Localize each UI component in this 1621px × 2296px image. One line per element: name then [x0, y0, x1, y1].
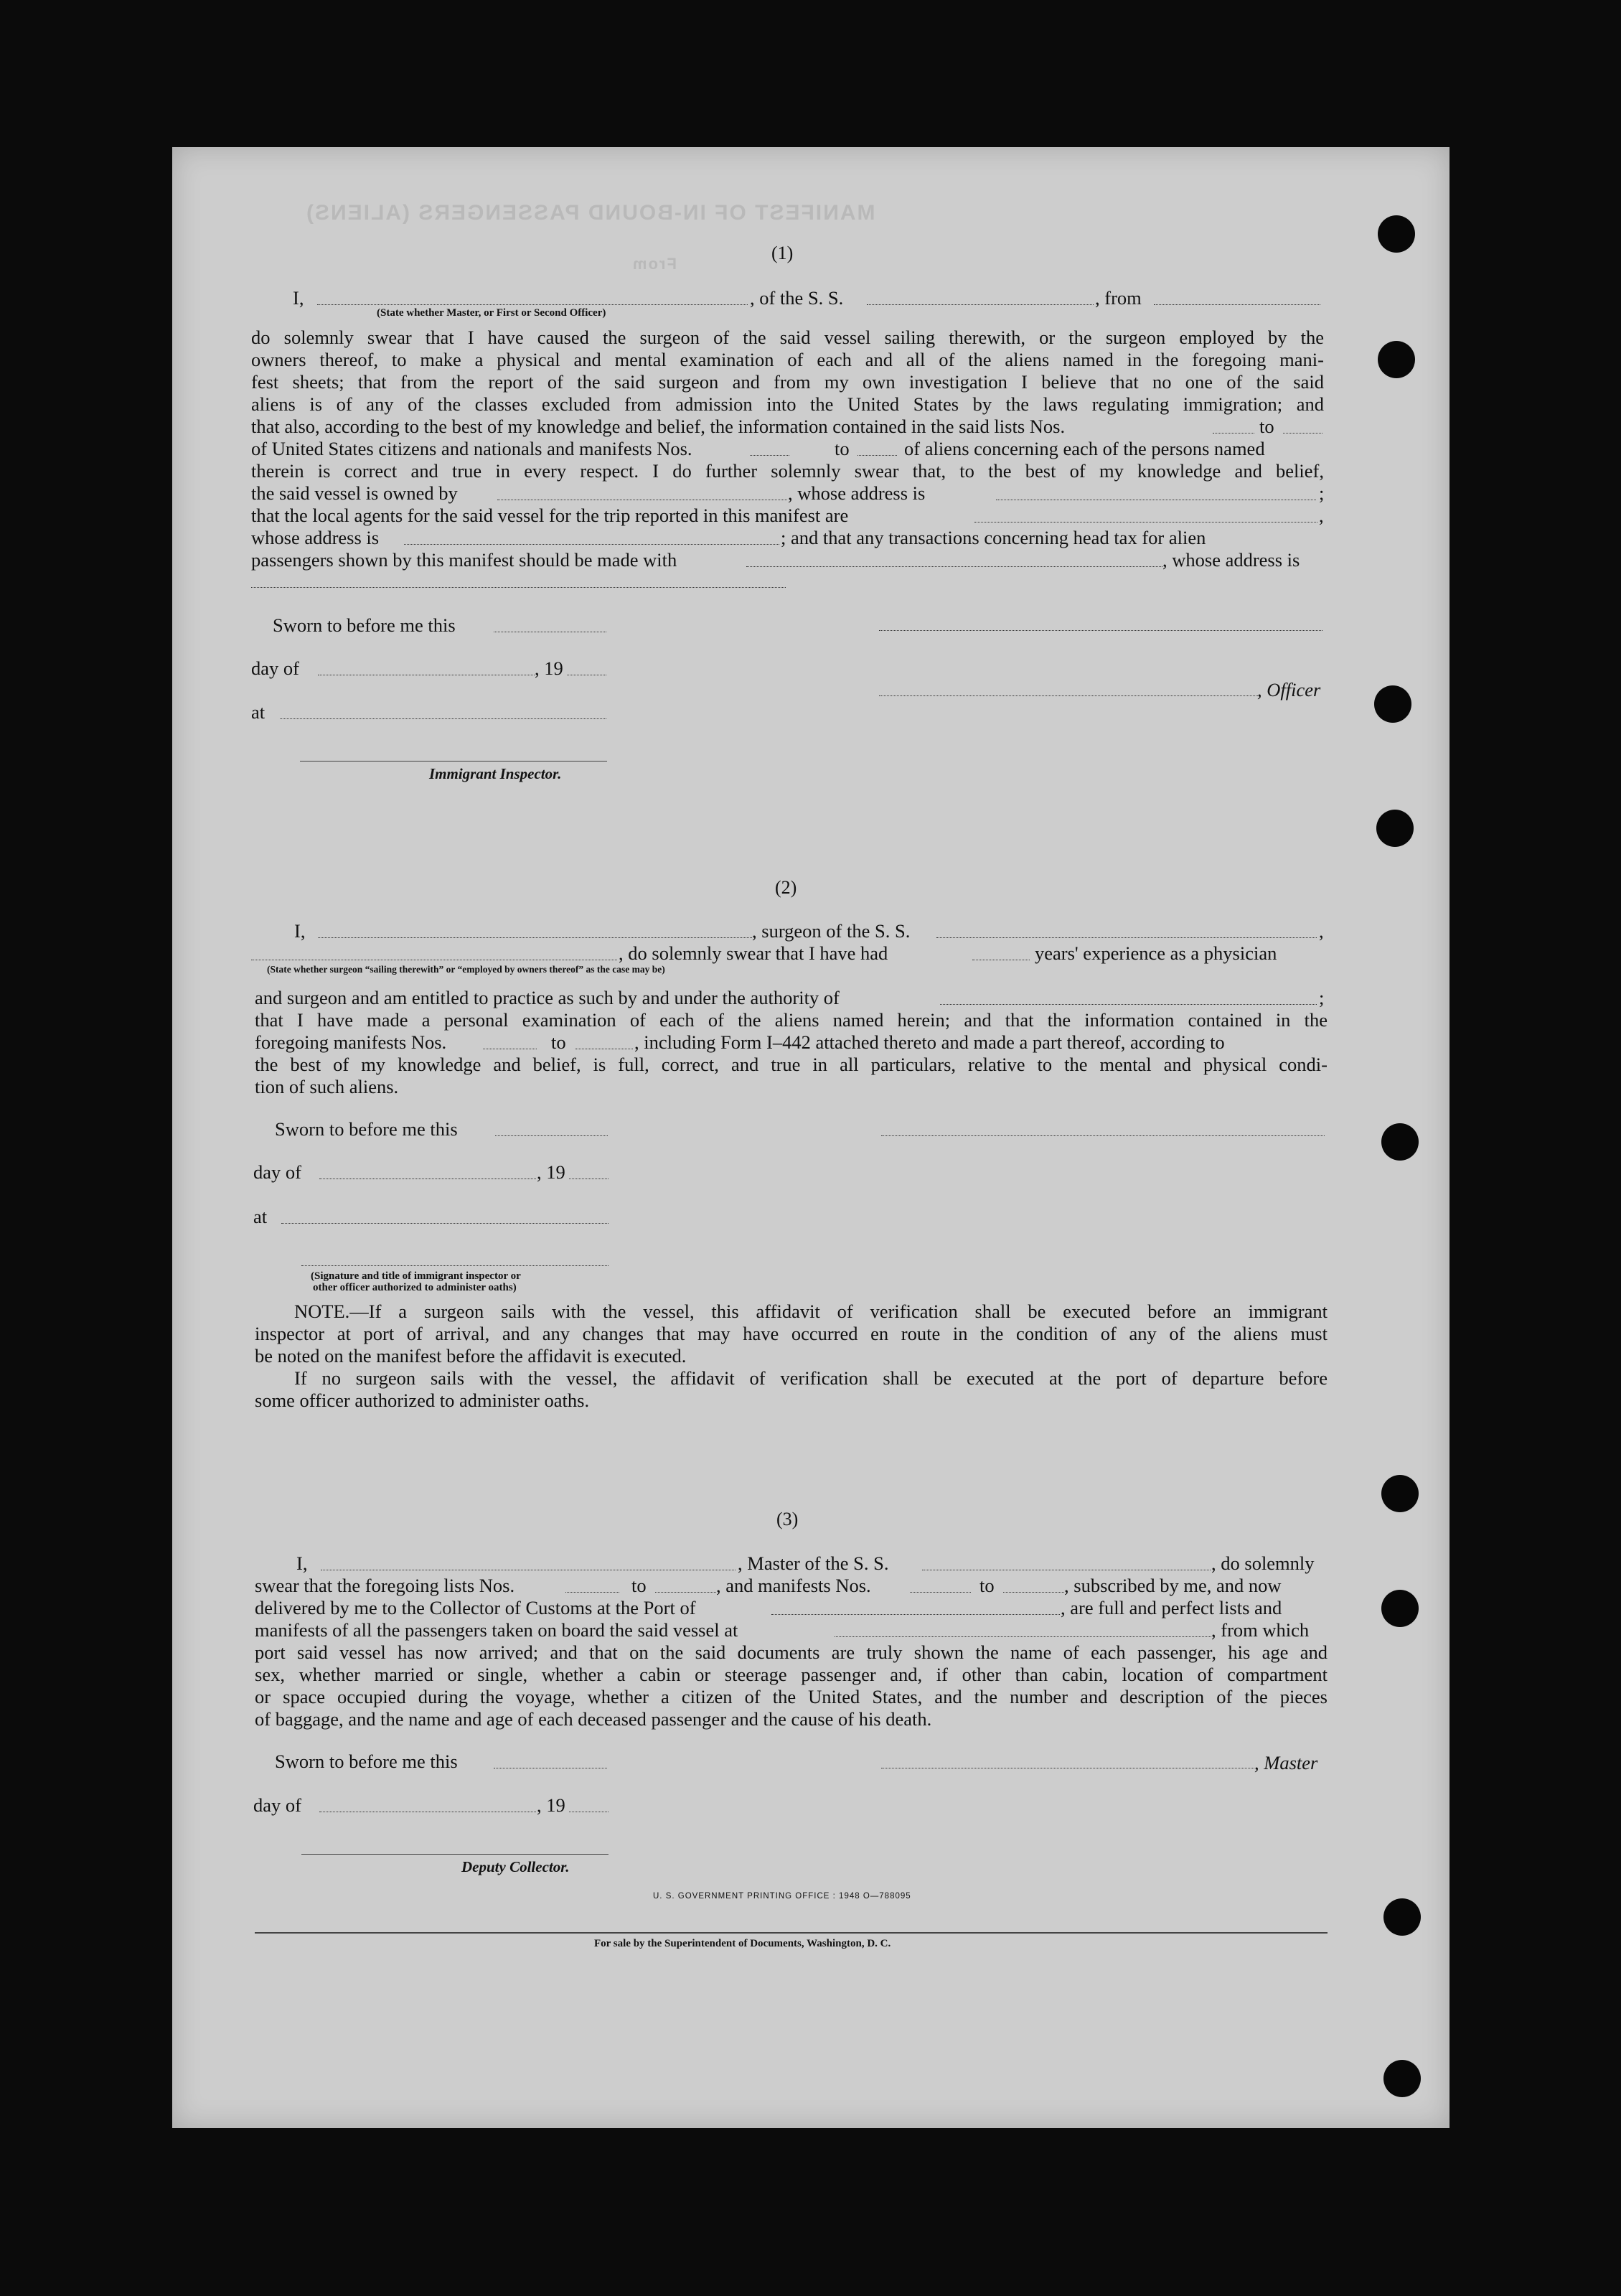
s1-text-line-1: do solemnly swear that I have caused the surgeon of the said vessel sailing therewith, or the surgeon employed by the	[251, 327, 1324, 348]
s1-officer-line	[879, 695, 1259, 696]
s2-authority: and surgeon and am entitled to practice as such by and under the authority of	[255, 987, 840, 1008]
s1-from-line	[1154, 304, 1320, 305]
s3-delivered: delivered by me to the Collector of Customs at the Port of	[255, 1597, 696, 1618]
s1-agents: that the local agents for the said vessel for the trip reported in this manifest are	[251, 505, 849, 526]
s1-passengers: passengers shown by this manifest should be made with	[251, 549, 677, 571]
s3-manifests: , and manifests Nos.	[716, 1575, 871, 1596]
s1-l7-to: to	[835, 438, 850, 459]
s2-comma: ,	[1319, 920, 1324, 942]
s1-signature-line	[879, 630, 1322, 631]
s3-lists: swear that the foregoing lists Nos.	[255, 1575, 515, 1596]
s3-text-line-7: or space occupied during the voyage, whether a citizen of the United States, and the number and description of the pieces	[255, 1686, 1328, 1707]
s1-day-of: day of	[251, 657, 299, 679]
s2-form: , including Form I–442 attached thereto and made a part thereof, according to	[634, 1031, 1225, 1053]
s1-owned-by: the said vessel is owned by	[251, 482, 458, 504]
s2-status-note: (State whether surgeon “sailing therewith” or “employed by owners thereof” as the case may be)	[267, 964, 665, 975]
s2-manifests: foregoing manifests Nos.	[255, 1031, 447, 1053]
binder-hole	[1374, 685, 1411, 723]
s1-final-address-line	[251, 587, 786, 588]
binder-hole	[1378, 215, 1415, 253]
s1-agents-comma: ,	[1319, 505, 1324, 526]
s2-at: at	[253, 1206, 268, 1227]
s1-head-tax-line	[746, 566, 1162, 567]
s1-lists-from-line	[1213, 433, 1254, 434]
sale-notice: For sale by the Superintendent of Documents, Washington, D. C.	[594, 1938, 891, 1949]
s2-day-of: day of	[253, 1161, 301, 1183]
s3-text-line-6: sex, whether married or single, whether a cabin or steerage passenger and, if other than cabin, location of compartment	[255, 1664, 1328, 1685]
s3-lists-from-line	[565, 1592, 619, 1593]
s1-agent-address-line	[404, 544, 779, 545]
s2-signature-line	[881, 1135, 1325, 1136]
s2-note-line-2: inspector at port of arrival, and any changes that may have occurred en route in the condition of any of the aliens must	[255, 1323, 1328, 1344]
s2-note-line-1: NOTE.—If a surgeon sails with the vessel, this affidavit of verification shall be executed before an immigrant	[294, 1301, 1328, 1322]
s1-sworn: Sworn to before me this	[273, 614, 456, 636]
s1-l6-text: that also, according to the best of my knowledge and belief, the information contained in the said lists Nos.	[251, 416, 1066, 437]
s3-master-of: , Master of the S. S.	[738, 1552, 889, 1574]
s3-day-of: day of	[253, 1794, 301, 1816]
binder-hole	[1383, 2060, 1421, 2097]
s3-master-label	[1254, 1752, 1317, 1774]
s1-vessel-line	[867, 304, 1094, 305]
bleed-through-header: MANIFEST OF IN-BOUND PASSENGERS (ALIENS)	[305, 201, 875, 225]
s3-sworn: Sworn to before me this	[275, 1751, 458, 1772]
s1-manifests-to-line	[858, 455, 897, 456]
s2-sworn-line	[495, 1135, 608, 1136]
s2-text-line-6: the best of my knowledge and belief, is full, correct, and true in all particulars, relative to the mental and physical condi-	[255, 1054, 1328, 1075]
s1-text-line-8: therein is correct and true in every respect. I do further solemnly swear that, to the best of my knowledge and belief,	[251, 460, 1324, 482]
gpo-imprint: U. S. GOVERNMENT PRINTING OFFICE : 1948 O—788095	[653, 1892, 911, 1901]
s1-text-line-4: aliens is of any of the classes excluded from admission into the United States by the laws regulating immigration; and	[251, 393, 1324, 415]
section-3-number: (3)	[776, 1509, 799, 1529]
binder-hole	[1376, 810, 1414, 847]
s2-text-line-4: that I have made a personal examination of each of the aliens named herein; and that the information contained in the	[255, 1009, 1328, 1031]
s3-text-line-5: port said vessel has now arrived; and that on the said documents are truly shown the name of each passenger, his age and	[255, 1641, 1328, 1663]
s3-solemnly: , do solemnly	[1211, 1552, 1315, 1574]
s1-agents-line	[974, 522, 1317, 523]
s2-note-line-3: be noted on the manifest before the affidavit is executed.	[255, 1345, 687, 1367]
s1-of-ss: , of the S. S.	[750, 287, 844, 309]
s1-manifests-from-line	[750, 455, 789, 456]
s3-text-line-8: of baggage, and the name and age of each deceased passenger and the cause of his death.	[255, 1708, 932, 1730]
s3-deputy-label: Deputy Collector.	[461, 1858, 570, 1875]
s1-agent-address: whose address is	[251, 527, 380, 548]
s1-inspector-label: Immigrant Inspector.	[429, 765, 562, 782]
s1-l6-to: to	[1259, 416, 1274, 437]
s2-text-line-7: tion of such aliens.	[255, 1076, 399, 1097]
s1-i: I,	[293, 287, 304, 309]
s1-head-tax: ; and that any transactions concerning head tax for alien	[781, 527, 1206, 548]
s1-at-line	[280, 718, 606, 719]
s1-whose-address-2: , whose address is	[1162, 549, 1300, 571]
s3-from-which: , from which	[1211, 1619, 1310, 1641]
s1-officer-text: , Officer	[1257, 679, 1321, 700]
s1-lists-to-line	[1283, 433, 1322, 434]
binder-hole	[1383, 1898, 1421, 1936]
s2-surgeon-of: , surgeon of the S. S.	[752, 920, 911, 942]
s3-manifests-to-line	[1003, 1592, 1064, 1593]
binder-hole	[1378, 341, 1415, 378]
s1-inspector-line	[300, 761, 607, 762]
s1-officer-name-line	[317, 304, 748, 305]
s3-lists-to-line	[655, 1592, 716, 1593]
s3-to-1: to	[631, 1575, 647, 1596]
binder-hole	[1381, 1123, 1419, 1161]
s2-authority-line	[940, 1004, 1317, 1005]
binder-hole	[1381, 1475, 1419, 1512]
s2-year: , 19	[537, 1161, 565, 1183]
s2-inspector-line	[301, 1265, 609, 1266]
s3-master-text: , Master	[1254, 1752, 1318, 1773]
s3-embark-port-line	[835, 1636, 1211, 1637]
s3-taken-on-board: manifests of all the passengers taken on board the said vessel at	[255, 1619, 738, 1641]
s2-i: I,	[294, 920, 306, 942]
s1-at: at	[251, 701, 266, 723]
s1-whose-address: , whose address is	[788, 482, 926, 504]
s2-years-experience: years' experience as a physician	[1035, 942, 1277, 964]
s2-surgeon-name-line	[318, 937, 752, 938]
s1-semicolon: ;	[1319, 482, 1325, 504]
section-2-number: (2)	[775, 877, 797, 898]
s2-sig-note-2: other officer authorized to administer oaths)	[313, 1282, 517, 1293]
s1-l7-rest: of aliens concerning each of the persons named	[904, 438, 1265, 459]
s1-from: , from	[1095, 287, 1142, 309]
s2-sig-note-1: (Signature and title of immigrant inspector or	[311, 1270, 521, 1282]
binder-hole	[1381, 1590, 1419, 1627]
s3-subscribed: , subscribed by me, and now	[1064, 1575, 1282, 1596]
s1-text-line-2: owners thereof, to make a physical and mental examination of each and all of the aliens named in the foregoing mani-	[251, 349, 1324, 370]
footer-rule	[255, 1932, 1328, 1934]
s2-authority-semicolon: ;	[1319, 987, 1325, 1008]
s2-note-line-4: If no surgeon sails with the vessel, the affidavit of verification shall be executed at the port of departure before	[294, 1367, 1328, 1389]
s3-deputy-line	[301, 1854, 609, 1855]
s1-officer-note: (State whether Master, or First or Second Officer)	[377, 307, 606, 319]
s2-swear: , do solemnly swear that I have had	[619, 942, 888, 964]
s3-i: I,	[296, 1552, 308, 1574]
s2-note-line-5: some officer authorized to administer oaths.	[255, 1390, 590, 1411]
s2-sworn: Sworn to before me this	[275, 1118, 458, 1140]
section-1-number: (1)	[771, 243, 794, 263]
s3-manifests-from-line	[910, 1592, 971, 1593]
s1-l7-text: of United States citizens and nationals and manifests Nos.	[251, 438, 692, 459]
s3-port-line	[771, 1614, 1060, 1615]
s2-vessel-line	[936, 937, 1317, 938]
s1-text-line-3: fest sheets; that from the report of the said surgeon and from my own investigation I believe that no one of the said	[251, 371, 1324, 393]
s3-to-2: to	[979, 1575, 995, 1596]
s2-to: to	[551, 1031, 566, 1053]
s1-officer-label	[1257, 679, 1320, 701]
s1-year: , 19	[535, 657, 563, 679]
s2-at-line	[281, 1223, 609, 1224]
s3-year: , 19	[537, 1794, 565, 1816]
s3-full-perfect: , are full and perfect lists and	[1061, 1597, 1282, 1618]
bleed-through-from: From	[631, 255, 677, 273]
